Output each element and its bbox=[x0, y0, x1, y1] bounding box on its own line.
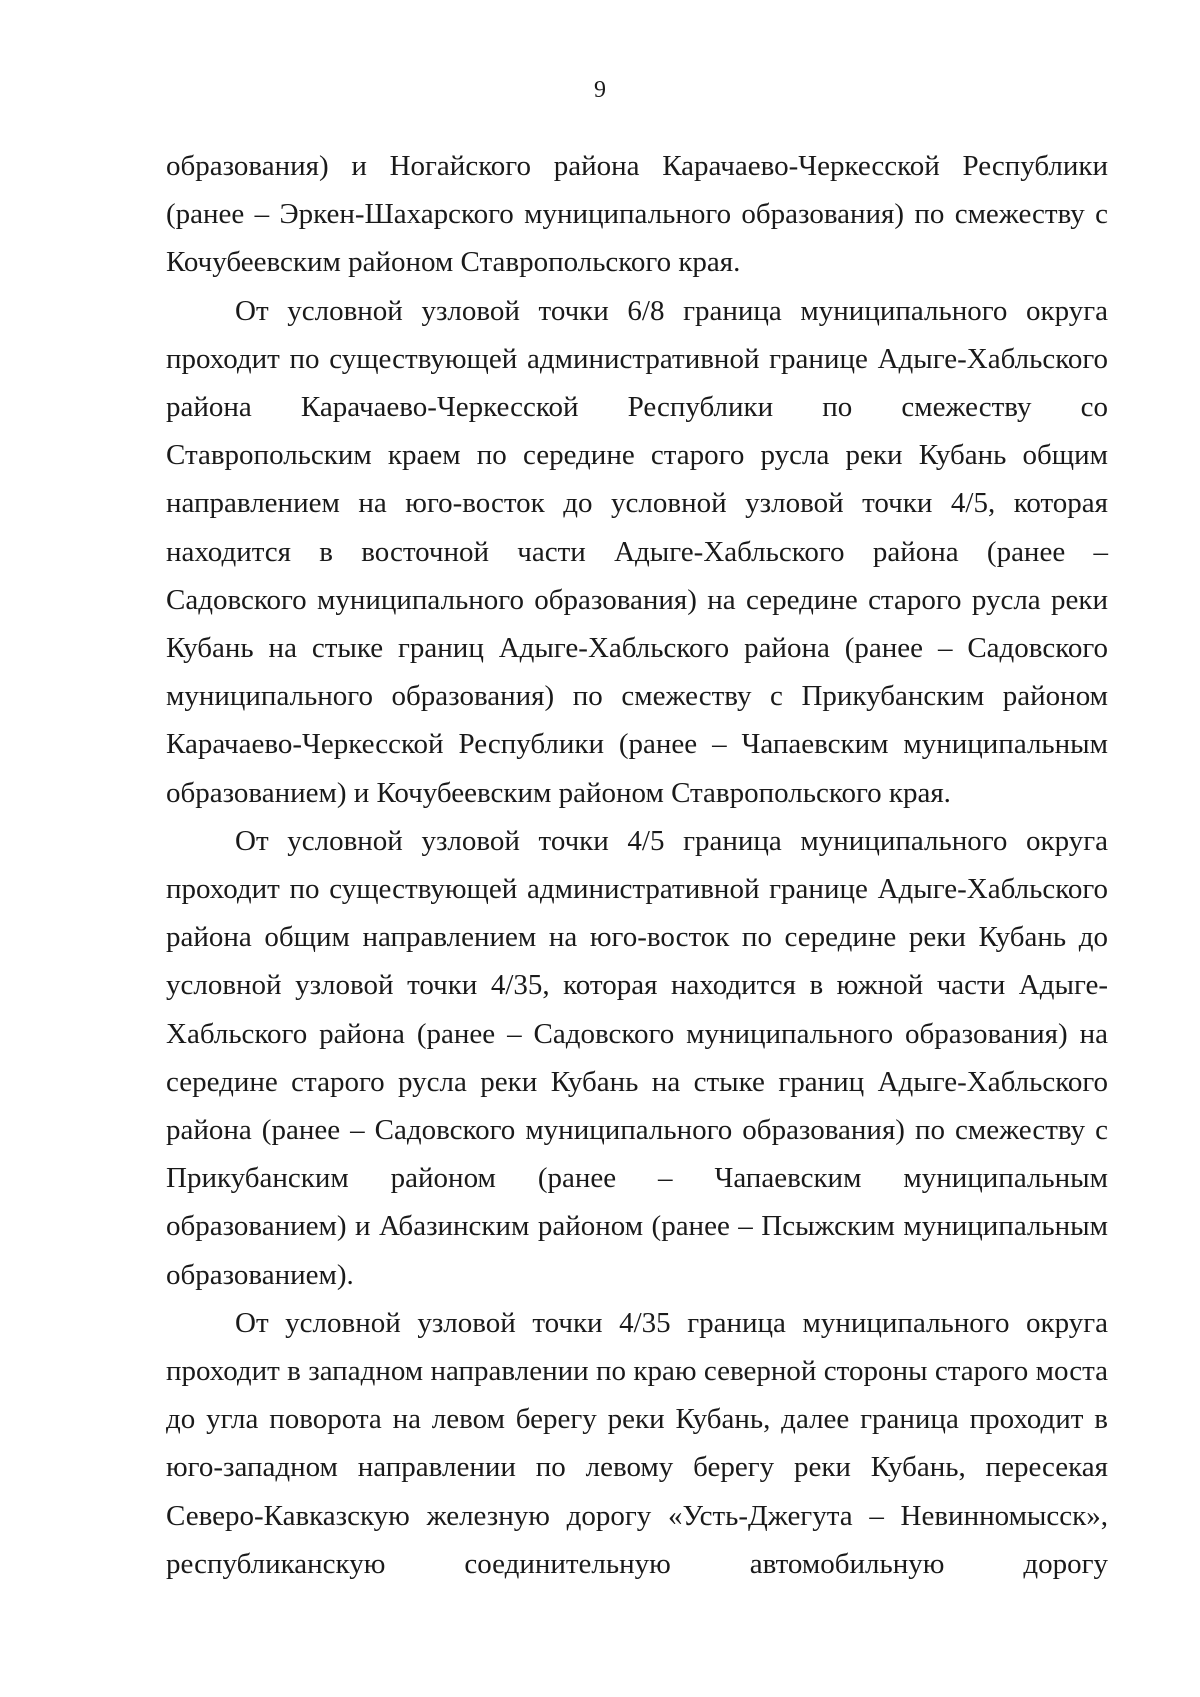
body-text bbox=[166, 142, 1108, 1588]
page-number: 9 bbox=[594, 77, 606, 103]
paragraph: От условной узловой точки 4/5 граница муниципального округа проходит по существующей административной границе Адыге-Хабльского района общим направлением на юго-восток по середине реки Кубань до условной узловой точки 4/35, которая находится в южной части Адыге-Хабльского района (ранее – Садовского муниципального образования) на середине старого русла реки Кубань на стыке границ Адыге-Хабльского района (ранее – Садовского муниципального образования) по смежеству с Прикубанским районом (ранее – Чапаевским муниципальным образованием) и Абазинским районом (ранее – Псыжским муниципальным образованием). bbox=[166, 824, 1108, 1291]
paragraph: От условной узловой точки 6/8 граница муниципального округа проходит по существующей административной границе Адыге-Хабльского района Карачаево-Черкесской Республики по смежеству со Ставропольским краем по середине старого русла реки Кубань общим направлением на юго-восток до условной узловой точки 4/5, которая находится в восточной части Адыге-Хабльского района (ранее – Садовского муниципального образования) на середине старого русла реки Кубань на стыке границ Адыге-Хабльского района (ранее – Садовского муниципального образования) по смежеству с Прикубанским районом Карачаево-Черкесской Республики (ранее – Чапаевским муниципальным образованием) и Кочубеевским районом Ставропольского края. bbox=[166, 294, 1108, 809]
paragraph-continuation: образования) и Ногайского района Карачаево-Черкесской Республики (ранее – Эркен-Шахарского муниципального образования) по смежеству с Кочубеевским районом Ставропольского края. bbox=[166, 150, 1108, 279]
paragraph: От условной узловой точки 4/35 граница муниципального округа проходит в западном направлении по краю северной стороны старого моста до угла поворота на левом берегу реки Кубань, далее граница проходит в юго-западном направлении по левому берегу реки Кубань, пересекая Северо-Кавказскую железную дорогу «Усть-Джегута – Невинномысск», республиканскую соединительную автомобильную дорогу bbox=[166, 1306, 1108, 1580]
